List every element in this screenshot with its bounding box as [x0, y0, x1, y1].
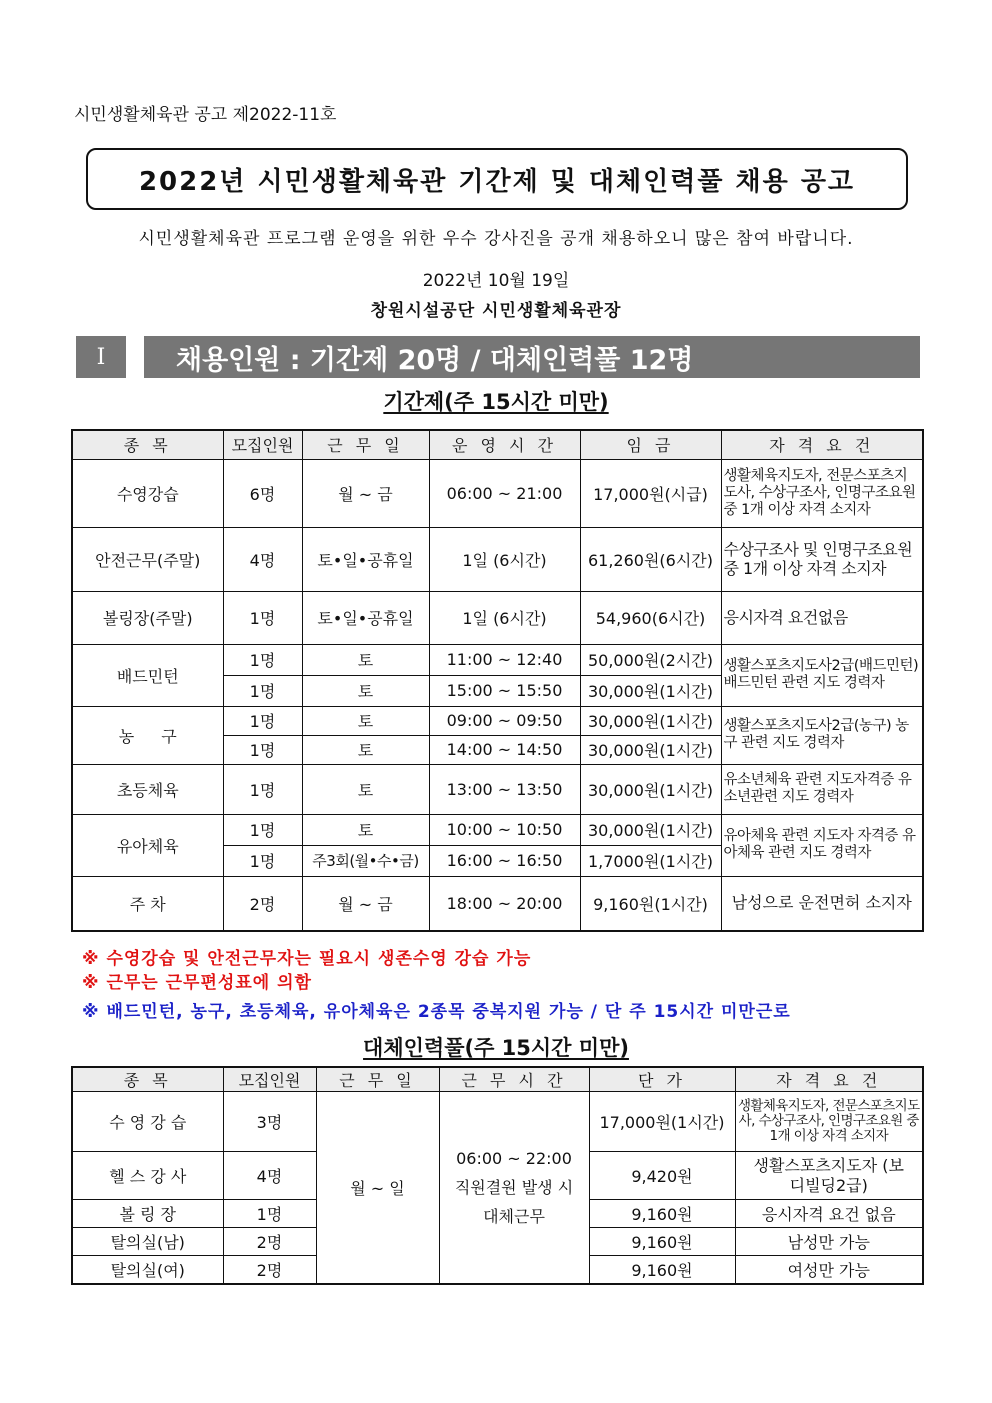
- work-time-cell: [439, 1092, 589, 1284]
- days-cell: 주3회(월•수•금): [302, 845, 429, 876]
- qualification-cell: 생활스포츠지도사2급(배드민턴) 배드민턴 관련 지도 경력자: [721, 644, 923, 706]
- days-cell: 토: [302, 735, 429, 764]
- wage-cell: 30,000원(1시간): [580, 735, 721, 764]
- qualification-cell: 수상구조사 및 인명구조요원 중 1개 이상 자격 소지자: [721, 527, 923, 591]
- time-cell: 18:00 ~ 20:00: [429, 876, 580, 931]
- table-row: [72, 644, 923, 675]
- count-cell: 1명: [223, 591, 302, 644]
- count-cell: 1명: [223, 764, 302, 814]
- note-survival-swimming: ※ 수영강습 및 안전근무자는 필요시 생존수영 강습 가능: [82, 949, 532, 969]
- section-title-bar: [144, 336, 920, 378]
- price-cell: 9,160원: [589, 1256, 735, 1284]
- category-cell: 탈의실(남): [72, 1228, 223, 1256]
- table-row: [72, 706, 923, 735]
- table-row: [72, 591, 923, 644]
- header-cell: 자 격 요 건: [721, 430, 923, 459]
- days-cell: 월 ~ 금: [302, 876, 429, 931]
- category-cell: 농 구: [72, 706, 223, 764]
- category-cell: 탈의실(여): [72, 1256, 223, 1284]
- header-cell: 근 무 일: [316, 1067, 439, 1092]
- count-cell: 2명: [223, 876, 302, 931]
- count-cell: 2명: [223, 1256, 316, 1284]
- header-cell: 단 가: [589, 1067, 735, 1092]
- table-row: [72, 814, 923, 845]
- table-row: [72, 527, 923, 591]
- wage-cell: 30,000원(1시간): [580, 814, 721, 845]
- price-cell: 9,420원: [589, 1152, 735, 1200]
- days-cell: 월 ~ 금: [302, 459, 429, 527]
- price-cell: 9,160원: [589, 1228, 735, 1256]
- qualification-cell: 생활체육지도자, 전문스포츠지도사, 수상구조사, 인명구조요원 중 1개 이상 자격 소지자: [735, 1092, 923, 1152]
- note-work-schedule: ※ 근무는 근무편성표에 의함: [82, 973, 312, 993]
- time-cell: 14:00 ~ 14:50: [429, 735, 580, 764]
- wage-cell: 1,7000원(1시간): [580, 845, 721, 876]
- category-cell: 안전근무(주말): [72, 527, 223, 591]
- header-cell: 근 무 시 간: [439, 1067, 589, 1092]
- count-cell: 4명: [223, 527, 302, 591]
- wage-cell: 30,000원(1시간): [580, 764, 721, 814]
- category-cell: 배드민턴: [72, 644, 223, 706]
- note-dual-application: ※ 배드민턴, 농구, 초등체육, 유아체육은 2종목 중복지원 가능 / 단 주 15시간 미만근로: [82, 1002, 791, 1022]
- table-header-row: [72, 1067, 923, 1092]
- wage-cell: 17,000원(시급): [580, 459, 721, 527]
- count-cell: 6명: [223, 459, 302, 527]
- days-cell: 토: [302, 675, 429, 706]
- count-cell: 1명: [223, 845, 302, 876]
- count-cell: 1명: [223, 814, 302, 845]
- count-cell: 2명: [223, 1228, 316, 1256]
- time-cell: 1일 (6시간): [429, 591, 580, 644]
- price-cell: 9,160원: [589, 1200, 735, 1228]
- category-cell: 유아체육: [72, 814, 223, 876]
- qualification-cell: 응시자격 요건없음: [721, 591, 923, 644]
- time-cell: 15:00 ~ 15:50: [429, 675, 580, 706]
- title-box: [86, 148, 908, 210]
- organization-name: 창원시설공단 시민생활체육관장: [370, 301, 622, 321]
- fixed-term-heading: [0, 386, 992, 416]
- category-cell: 초등체육: [72, 764, 223, 814]
- days-cell: 토: [302, 644, 429, 675]
- time-cell: 10:00 ~ 10:50: [429, 814, 580, 845]
- wage-cell: 9,160원(1시간): [580, 876, 721, 931]
- notice-number: 시민생활체육관 공고 제2022-11호: [74, 105, 337, 125]
- qualification-cell: 생활체육지도자, 전문스포츠지도사, 수상구조사, 인명구조요원 중 1개 이상 자격 소지자: [721, 459, 923, 527]
- days-cell: 토•일•공휴일: [302, 527, 429, 591]
- time-cell: 1일 (6시간): [429, 527, 580, 591]
- category-cell: 수영강습: [72, 459, 223, 527]
- time-cell: 06:00 ~ 21:00: [429, 459, 580, 527]
- qualification-cell: 생활스포츠지도사2급(농구) 농구 관련 지도 경력자: [721, 706, 923, 764]
- wage-cell: 54,960(6시간): [580, 591, 721, 644]
- header-cell: 자 격 요 건: [735, 1067, 923, 1092]
- time-cell: 13:00 ~ 13:50: [429, 764, 580, 814]
- count-cell: 1명: [223, 1200, 316, 1228]
- header-cell: 종 목: [72, 1067, 223, 1092]
- category-cell: 주 차: [72, 876, 223, 931]
- header-cell: 모집인원: [223, 430, 302, 459]
- days-cell: 토•일•공휴일: [302, 591, 429, 644]
- count-cell: 1명: [223, 675, 302, 706]
- substitute-pool-heading: [0, 1032, 992, 1062]
- substitute-pool-heading-text: 대체인력풀(주 15시간 미만): [363, 1036, 629, 1060]
- work-time-note: 직원결원 발생 시 대체근무: [454, 1177, 574, 1226]
- table-header-row: [72, 430, 923, 459]
- category-cell: 볼링장(주말): [72, 591, 223, 644]
- time-cell: 11:00 ~ 12:40: [429, 644, 580, 675]
- count-cell: 4명: [223, 1152, 316, 1200]
- days-cell: 토: [302, 706, 429, 735]
- category-cell: 볼 링 장: [72, 1200, 223, 1228]
- qualification-cell: 유소년체육 관련 지도자격증 유소년관련 지도 경력자: [721, 764, 923, 814]
- header-cell: 종 목: [72, 430, 223, 459]
- time-cell: 09:00 ~ 09:50: [429, 706, 580, 735]
- qualification-cell: 남성으로 운전면허 소지자: [721, 876, 923, 931]
- header-cell: 임 금: [580, 430, 721, 459]
- page-title: 2022년 시민생활체육관 기간제 및 대체인력풀 채용 공고: [138, 166, 856, 197]
- qualification-cell: 생활스포츠지도자 (보디빌딩2급): [735, 1152, 923, 1200]
- days-cell: 토: [302, 814, 429, 845]
- qualification-cell: 남성만 가능: [735, 1228, 923, 1256]
- category-cell: 수 영 강 습: [72, 1092, 223, 1152]
- header-cell: 운 영 시 간: [429, 430, 580, 459]
- fixed-term-heading-text: 기간제(주 15시간 미만): [383, 390, 609, 414]
- qualification-cell: 응시자격 요건 없음: [735, 1200, 923, 1228]
- wage-cell: 61,260원(6시간): [580, 527, 721, 591]
- time-cell: 16:00 ~ 16:50: [429, 845, 580, 876]
- wage-cell: 30,000원(1시간): [580, 675, 721, 706]
- table-row: [72, 764, 923, 814]
- intro-text: 시민생활체육관 프로그램 운영을 위한 우수 강사진을 공개 채용하오니 많은 참여 바랍니다.: [138, 229, 854, 249]
- qualification-cell: 유아체육 관련 지도자 자격증 유아체육 관련 지도 경력자: [721, 814, 923, 876]
- count-cell: 3명: [223, 1092, 316, 1152]
- section-number: Ⅰ: [76, 336, 126, 378]
- price-cell: 17,000원(1시간): [589, 1092, 735, 1152]
- work-days-cell: 월 ~ 일: [316, 1092, 439, 1284]
- header-cell: 모집인원: [223, 1067, 316, 1092]
- substitute-pool-table: [71, 1066, 924, 1285]
- header-cell: 근 무 일: [302, 430, 429, 459]
- count-cell: 1명: [223, 706, 302, 735]
- category-cell: 헬 스 강 사: [72, 1152, 223, 1200]
- table-row: [72, 459, 923, 527]
- wage-cell: 30,000원(1시간): [580, 706, 721, 735]
- table-row: [72, 1092, 923, 1152]
- work-time: 06:00 ~ 22:00: [456, 1148, 572, 1168]
- wage-cell: 50,000원(2시간): [580, 644, 721, 675]
- count-cell: 1명: [223, 735, 302, 764]
- count-cell: 1명: [223, 644, 302, 675]
- fixed-term-table: [71, 429, 924, 932]
- announcement-date: 2022년 10월 19일: [422, 271, 570, 291]
- table-row: [72, 876, 923, 931]
- days-cell: 토: [302, 764, 429, 814]
- section-title: 채용인원 : 기간제 20명 / 대체인력풀 12명: [176, 344, 694, 376]
- qualification-cell: 여성만 가능: [735, 1256, 923, 1284]
